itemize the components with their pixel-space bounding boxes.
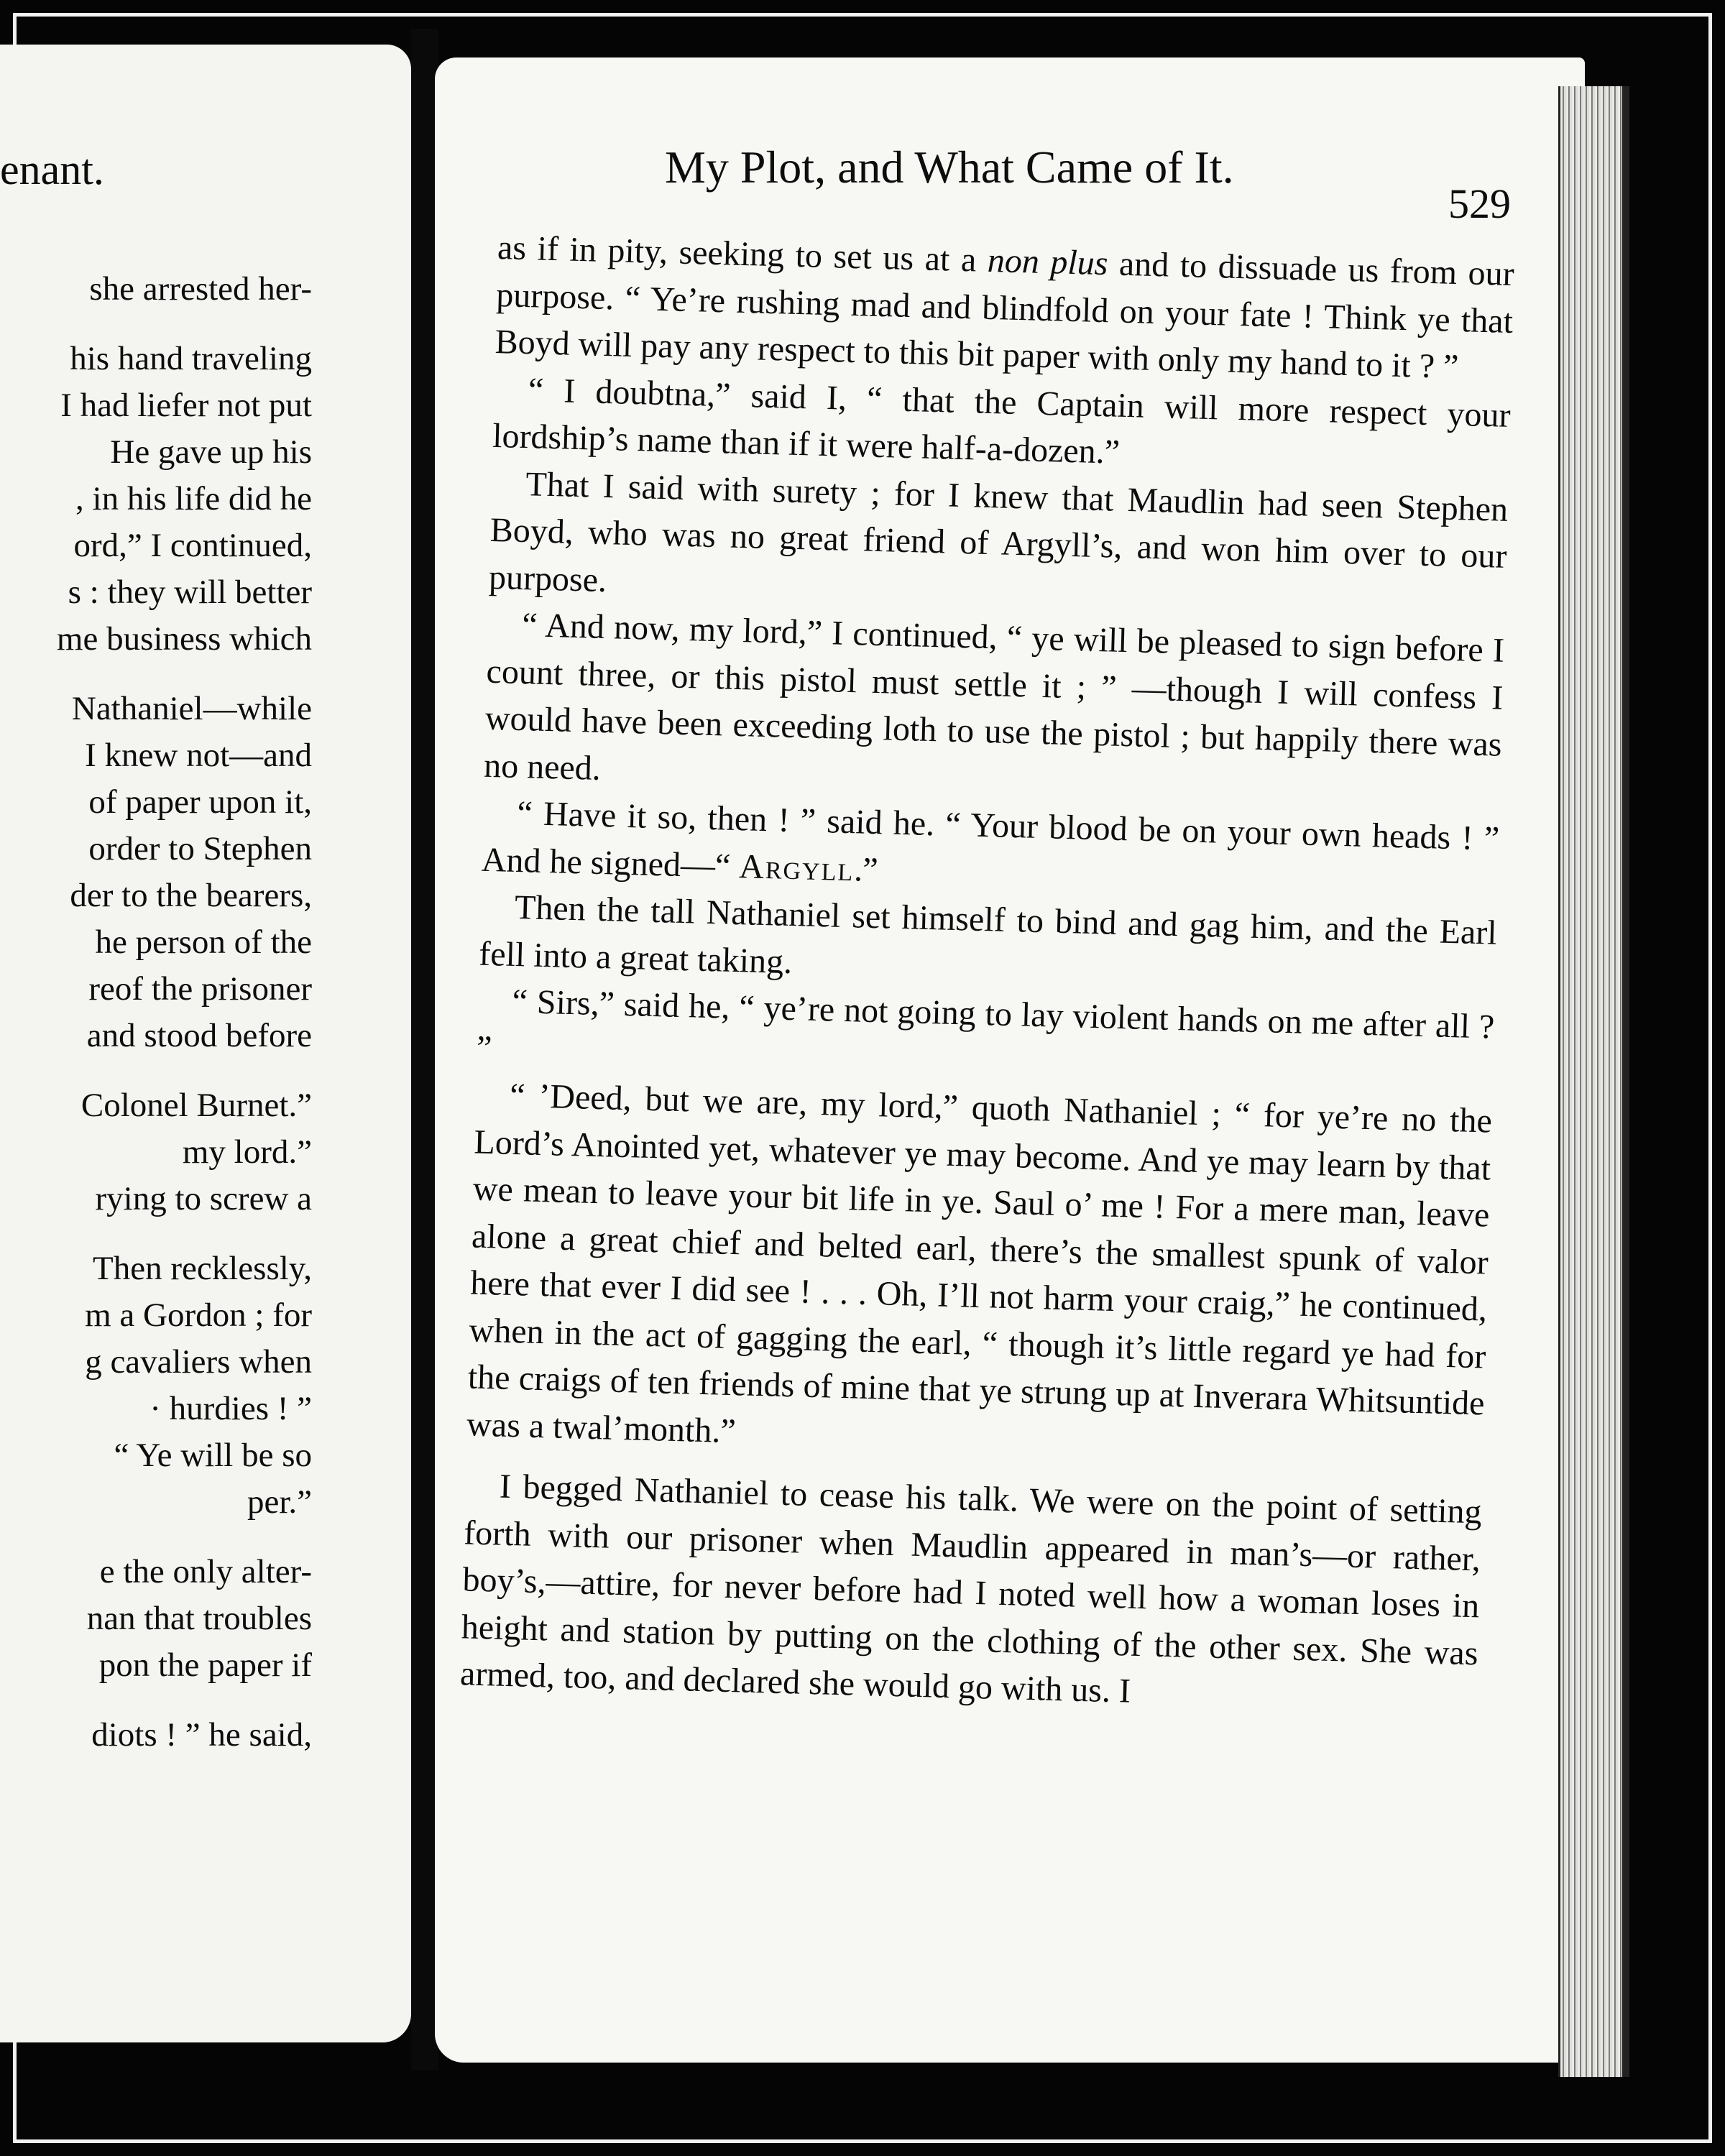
italic-phrase: non plus	[987, 241, 1109, 283]
left-page-line: his hand traveling	[70, 340, 312, 377]
left-page-line: nan that troubles	[86, 1600, 312, 1637]
left-page-line: of paper upon it,	[88, 783, 312, 821]
left-page-line: s : they will better	[68, 573, 312, 611]
page-edges	[1558, 86, 1629, 2077]
left-page	[0, 45, 411, 2042]
body-text	[459, 224, 1514, 1724]
paragraph: “ Sirs,” said he, “ ye’re not going to lay violent hands on me after all ? ”	[476, 982, 1495, 1067]
left-page-line	[0, 1526, 312, 1549]
left-page-line: I knew not—and	[85, 737, 312, 774]
left-page-line	[0, 1059, 312, 1082]
left-page-line: she arrested her-	[89, 270, 312, 308]
page-number: 529	[1448, 180, 1511, 227]
paragraph: “ ’Deed, but we are, my lord,” quoth Nathaniel ; “ for ye’re no the Lord’s Anointed yet, whatever ye may become. And ye may learn by that we mean to leave your bit life in ye. Saul o’ me ! For a mere man, leave alone a great chief and belted earl, there’s the smallest spunk of valor here that ever I did see ! . . . Oh, I’ll not harm your craig,” he continued, when in the act of gagging the earl, “ though it’s little regard ye had for the craigs of ten friends of mine that ye strung up at Inverara Whitsuntide was a twal’month.”	[466, 1076, 1493, 1450]
left-page-line	[0, 1222, 312, 1245]
left-page-line: “ Ye will be so	[114, 1437, 312, 1474]
left-page-line: rying to screw a	[95, 1180, 312, 1217]
left-page-line: Colonel Burnet.”	[80, 1087, 312, 1124]
paragraph: “ And now, my lord,” I continued, “ ye will be pleased to sign before I count three, or this pistol must settle it ; ” —though I will confess I would have been exceeding loth to use the pistol ; but happily there was no need.	[483, 606, 1505, 788]
left-page-line: Then recklessly,	[93, 1250, 312, 1287]
left-page-line: my lord.”	[182, 1133, 312, 1171]
left-page-line: , in his life did he	[75, 480, 312, 517]
text-run: and to dissuade us from our purpose. “ Ye’re rushing mad and blindfold on your fate ! Think ye that Boyd will pay any respect to this bit paper with only my hand to it ? ”	[494, 244, 1515, 387]
left-page-line: he person of the	[95, 923, 312, 961]
left-page-line: me business which	[56, 620, 312, 658]
left-page-line: per.”	[247, 1483, 312, 1521]
left-page-line: order to Stephen	[88, 830, 312, 867]
left-page-line: g cavaliers when	[85, 1343, 312, 1381]
paragraph: “ I doubtna,” said I, “ that the Captain will more respect your lordship’s name than if it were half-a-dozen.”	[492, 370, 1512, 471]
left-page-line	[0, 663, 312, 686]
running-head-title: My Plot, and What Came of It.	[665, 142, 1234, 193]
left-page-line: pon the paper if	[98, 1646, 312, 1684]
text-run: as if in pity, seeking to set us at a	[497, 228, 988, 280]
left-page-line: I had liefer not put	[60, 387, 312, 424]
signature-smallcaps: Argyll	[738, 847, 855, 888]
left-page-line: diots ! ” he said,	[91, 1716, 312, 1754]
paragraph: I begged Nathaniel to cease his talk. We were on the point of setting forth with our prisoner when Maudlin appeared in man’s—or rather, boy’s,—attire, for never before had I noted well how a woman loses in height and station by putting on the clothing of the other sex. She was armed, too, and declared she would go with us. I	[459, 1467, 1483, 1710]
left-page-line: e the only alter-	[99, 1553, 312, 1590]
text-run: .”	[853, 849, 879, 889]
left-page-line: m a Gordon ; for	[85, 1296, 312, 1334]
left-page-line: and stood before	[86, 1017, 312, 1054]
left-page-line: reof the prisoner	[88, 970, 312, 1008]
left-page-text	[0, 266, 312, 1759]
paragraph: That I said with surety ; for I knew that Maudlin had seen Stephen Boyd, who was no great friend of Argyll’s, and won him over to our purpose.	[488, 464, 1509, 599]
paragraph: Then the tall Nathaniel set himself to bind and gag him, and the Earl fell into a great taking.	[478, 888, 1498, 981]
left-page-line: der to the bearers,	[70, 877, 312, 914]
left-page-line	[0, 1689, 312, 1712]
left-page-line	[0, 313, 312, 336]
left-page-line: Nathaniel—while	[71, 690, 312, 727]
right-page	[435, 57, 1585, 2063]
left-page-line: He gave up his	[110, 433, 312, 471]
left-page-line: ord,” I continued,	[73, 527, 312, 564]
left-page-line: · hurdies ! ”	[150, 1390, 312, 1427]
paragraph	[494, 224, 1515, 392]
text-run: “ Have it so, then ! ” said he. “ Your blood be on your own heads ! ” And he signed—“	[481, 793, 1500, 885]
left-running-head: enant.	[0, 146, 104, 193]
